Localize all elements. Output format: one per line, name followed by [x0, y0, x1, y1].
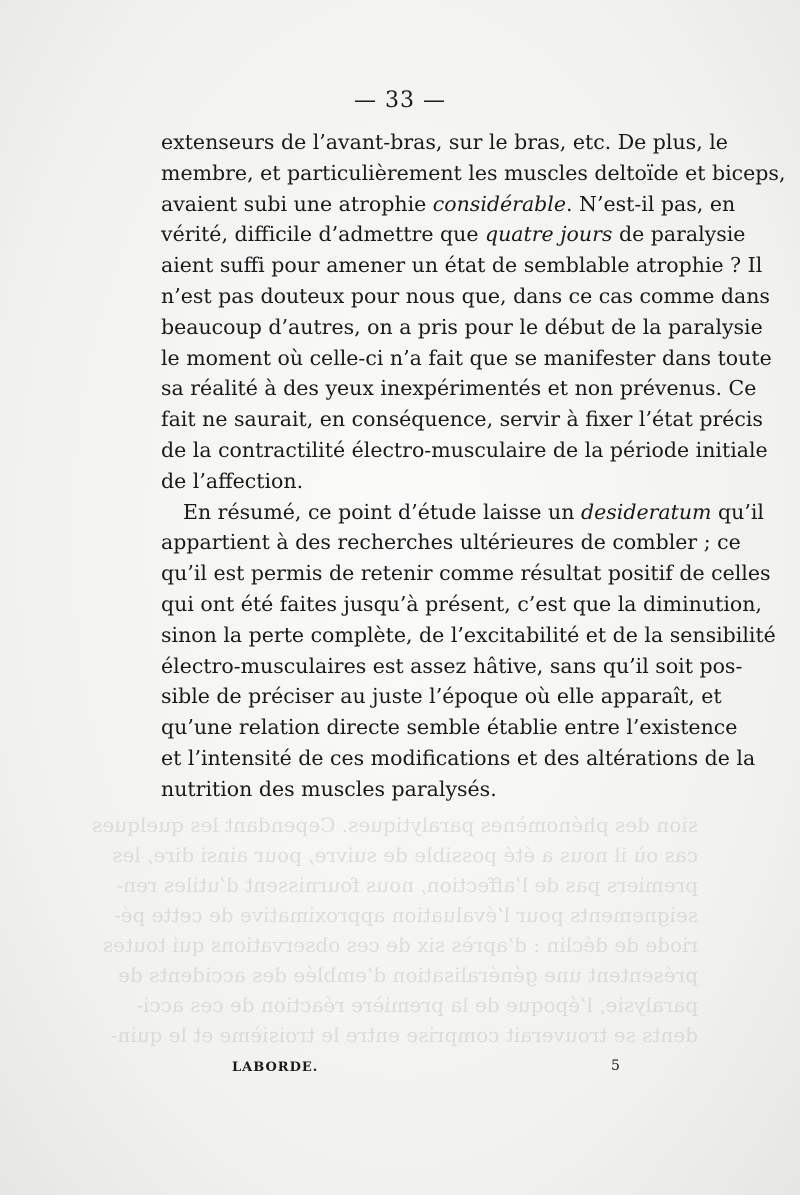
text-line: En résumé, ce point d’étude laisse un desideratum qu’il — [183, 499, 764, 524]
signature-mark: LABORDE. — [232, 1060, 319, 1075]
text-line: avaient subi une atrophie considérable. N’est-il pas, en — [161, 191, 736, 216]
text-line: extenseurs de l’avant-bras, sur le bras, etc. De plus, le — [161, 130, 728, 154]
text-line: n’est pas douteux pour nous que, dans ce cas comme dans — [161, 283, 770, 308]
text-line: nutrition des muscles paralysés. — [161, 776, 497, 801]
text-line: membre, et particulièrement les muscles deltoïde et biceps, — [161, 160, 786, 185]
text-line: électro-musculaires est assez hâtive, sans qu’il soit pos- — [161, 653, 743, 678]
text-line: beaucoup d’autres, on a pris pour le début de la paralysie — [161, 314, 763, 339]
text-line: qu’il est permis de retenir comme résultat positif de celles — [161, 561, 771, 586]
text-line: de la contractilité électro-musculaire de la période initiale — [161, 437, 768, 462]
text-line: qu’une relation directe semble établie entre l’existence — [161, 715, 738, 740]
bleed-through-text: sion des phénomènes paralytiques. Cependant les quelques cas où il nous a été possible de suivre, pour ainsi dire, les premiers pas de l’affection, nous fournissent d’utiles ren- seignements pour l’évaluation approximative de cette pé- riode de déclin : d’après six de ces observations qui toutes présentent une généralisation d’emblée des accidents de paralysie, l’époque de la première réaction de ces acci- dents se trouverait comprise entre le troisième et le quin- — [92, 813, 698, 1047]
emphasis: desideratum — [580, 499, 712, 524]
text-line: de l’affection. — [161, 468, 304, 493]
text-line: le moment où celle-ci n’a fait que se manifester dans toute — [161, 345, 772, 370]
emphasis: quatre jours — [484, 222, 613, 247]
sheet-number: 5 — [611, 1058, 620, 1074]
text-line: appartient à des recherches ultérieures de combler ; ce — [161, 530, 741, 555]
text-line: sible de préciser au juste l’époque où elle apparaît, et — [161, 684, 722, 709]
text-line: sinon la perte complète, de l’excitabilité et de la sensibilité — [161, 622, 776, 647]
text-line: fait ne saurait, en conséquence, servir à fixer l’état précis — [161, 407, 763, 432]
text-line: vérité, difficile d’admettre que quatre jours de paralysie — [161, 222, 746, 247]
page-number: — 33 — — [354, 88, 446, 113]
body-text — [161, 127, 786, 805]
emphasis: considérable — [432, 191, 566, 216]
text-line: aient suffi pour amener un état de semblable atrophie ? Il — [161, 253, 763, 278]
text-line: sa réalité à des yeux inexpérimentés et non prévenus. Ce — [161, 376, 757, 401]
text-line: et l’intensité de ces modifications et des altérations de la — [161, 745, 756, 770]
text-line: qui ont été faites jusqu’à présent, c’est que la diminution, — [161, 591, 762, 616]
